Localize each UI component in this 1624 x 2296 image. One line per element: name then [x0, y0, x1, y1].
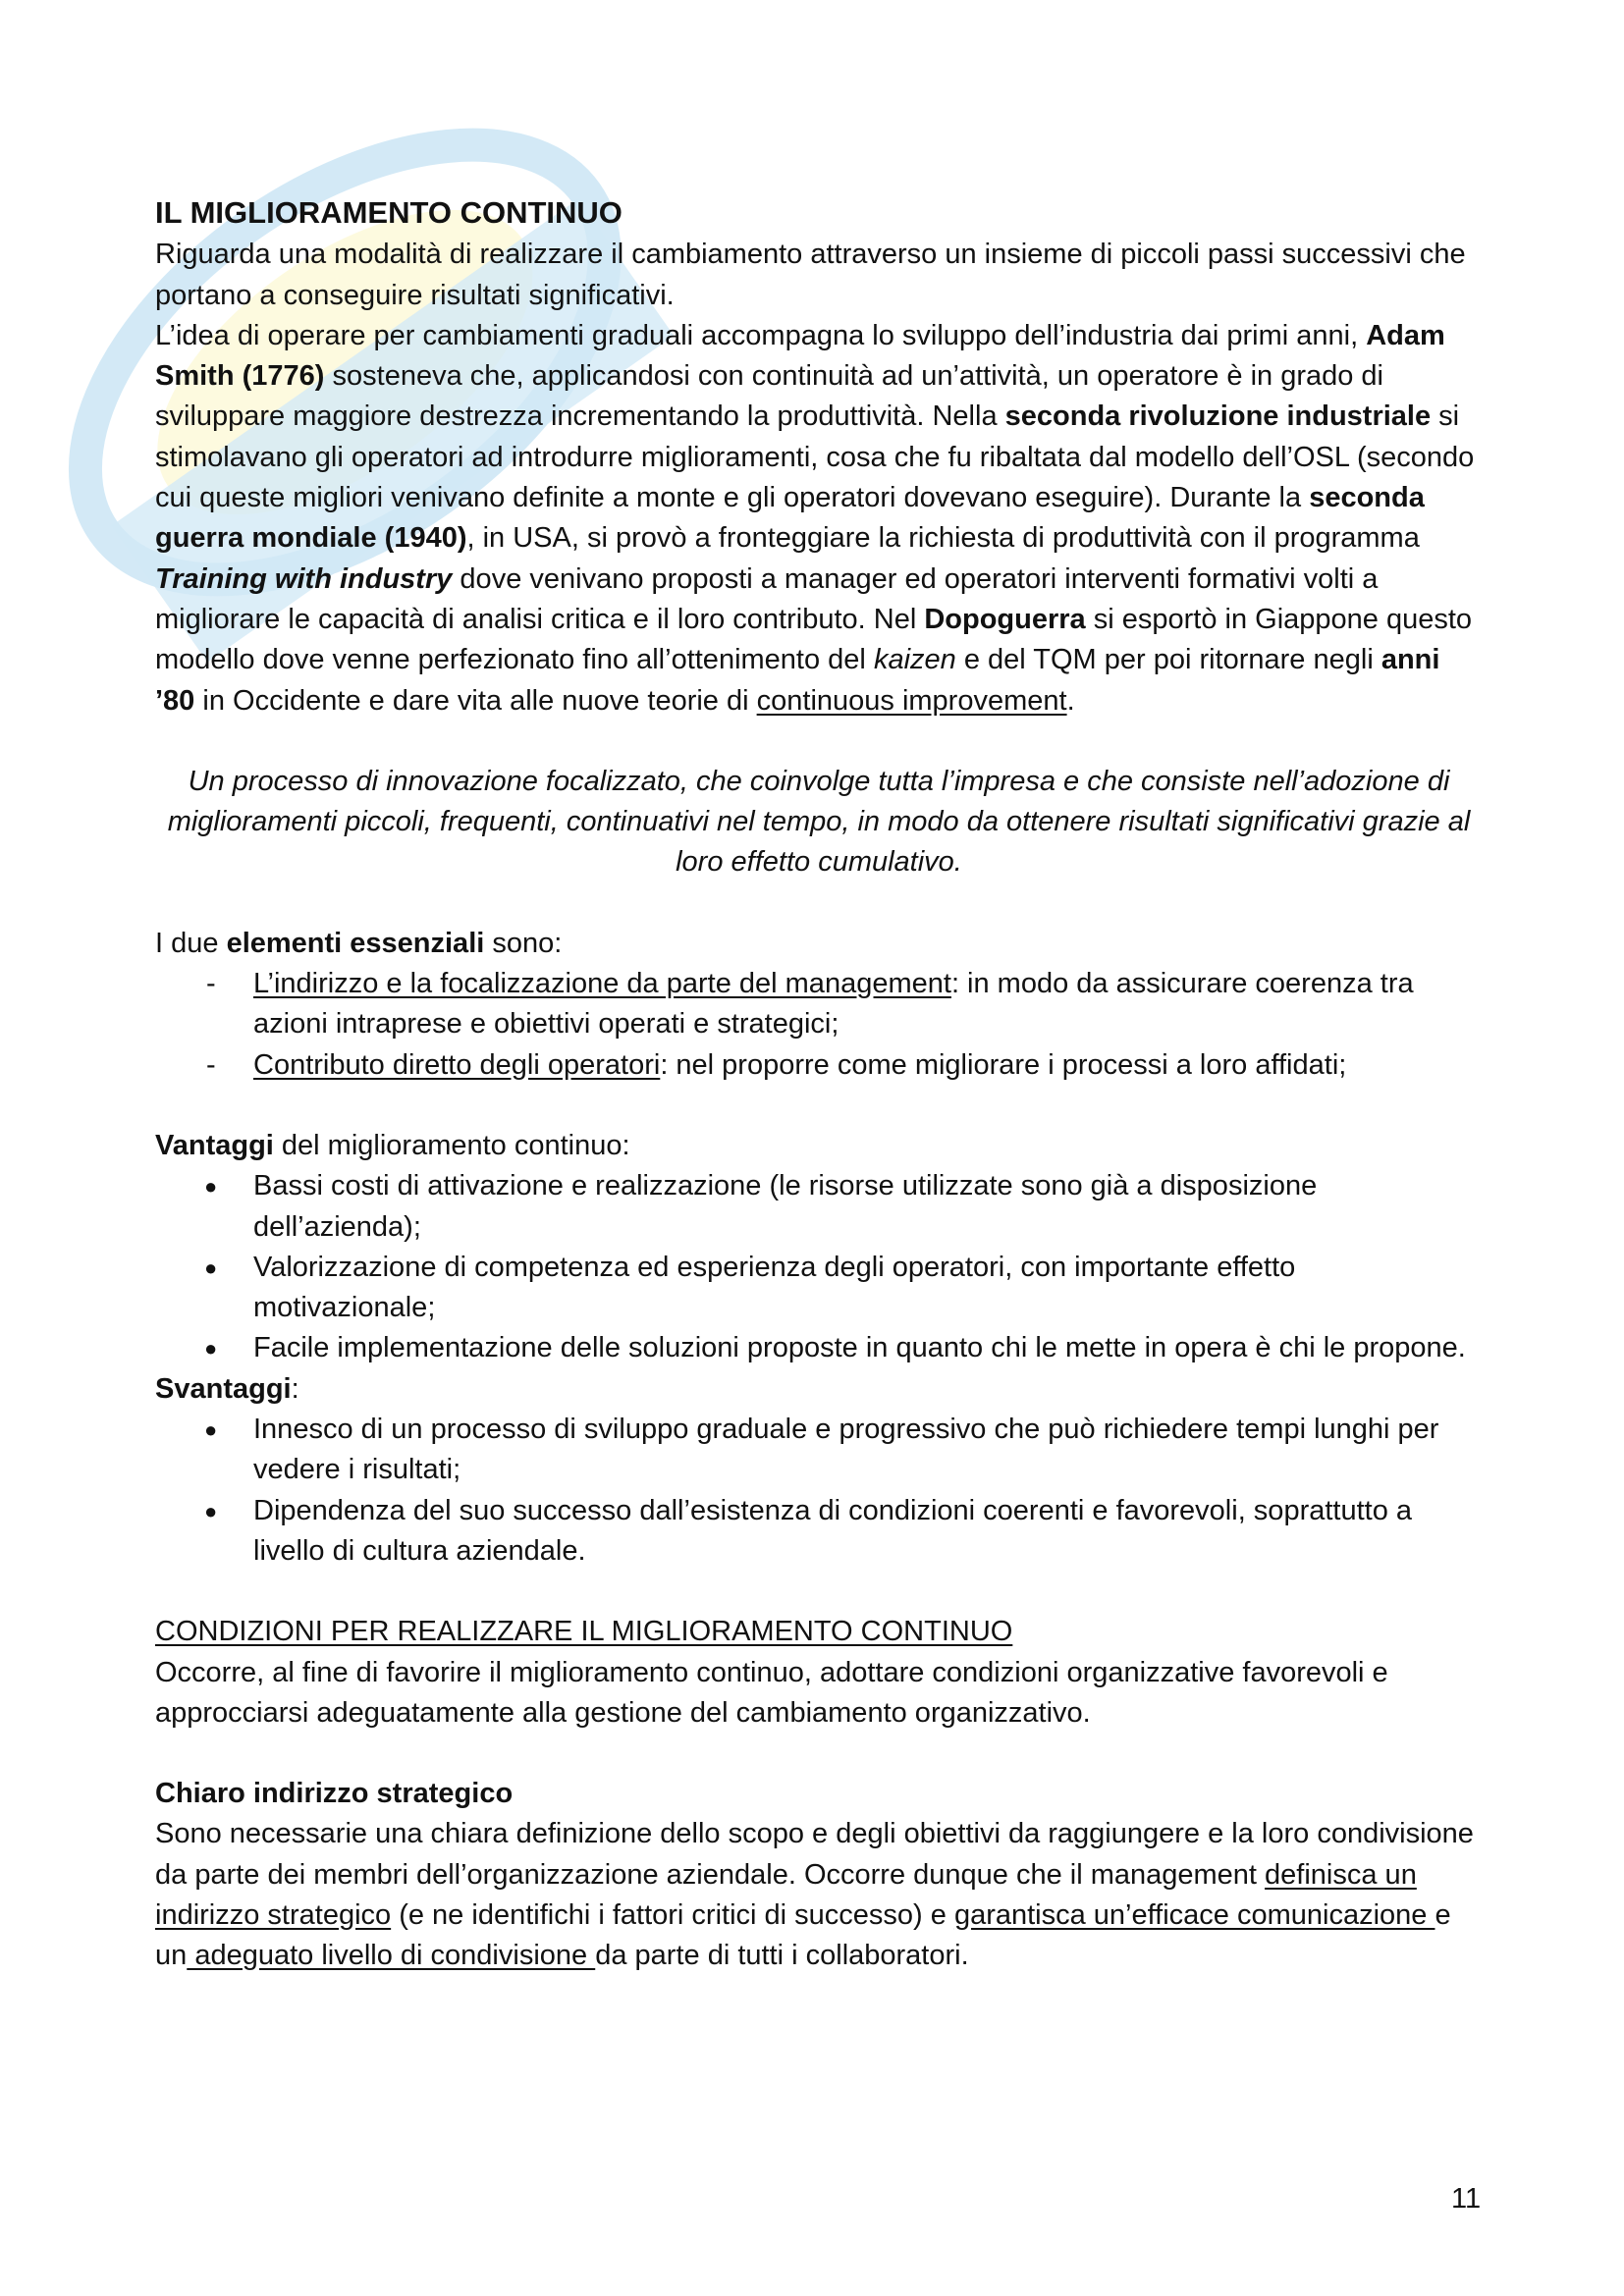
list-item: ● Bassi costi di attivazione e realizzazione (le risorse utilizzate sono già a disposizione dell’azienda);: [155, 1166, 1483, 1248]
vantaggi-heading: Vantaggi del miglioramento continuo:: [155, 1129, 630, 1161]
page-number: 11: [1451, 2183, 1482, 2215]
definition-quote: Un processo di innovazione focalizzato, che coinvolge tutta l’impresa e che consiste nell’adozione di miglioramenti piccoli, frequenti, continuativi nel tempo, in modo da ottenere risultati significativi grazie al loro effetto cumulativo.: [167, 765, 1471, 879]
bullet-icon: ●: [204, 1417, 218, 1443]
svantaggi-heading: Svantaggi:: [155, 1372, 299, 1405]
condizioni-heading: CONDIZIONI PER REALIZZARE IL MIGLIORAMENTO CONTINUO: [155, 1616, 1013, 1648]
bullet-icon: ●: [204, 1498, 218, 1523]
list-item: - Contributo diretto degli operatori: nel proporre come migliorare i processi a loro affidati;: [206, 1048, 1347, 1081]
list-item: ● Dipendenza del suo successo dall’esistenza di condizioni coerenti e favorevoli, soprattutto a livello di cultura aziendale.: [155, 1491, 1483, 1573]
list-item: ● Innesco di un processo di sviluppo graduale e progressivo che può richiedere tempi lunghi per vedere i risultati;: [155, 1410, 1483, 1491]
list-item: ● Valorizzazione di competenza ed esperienza degli operatori, con importante effetto motivazionale;: [155, 1248, 1483, 1329]
elements-list: [155, 964, 1483, 1086]
elements-lead: I due elementi essenziali sono:: [155, 927, 563, 959]
vantaggi-list: [155, 1166, 1483, 1368]
indirizzo-heading: Chiaro indirizzo strategico: [155, 1778, 514, 1810]
bullet-icon: ●: [204, 1255, 218, 1280]
bullet-icon: ●: [204, 1174, 218, 1200]
intro-paragraph-1: Riguarda una modalità di realizzare il cambiamento attraverso un insieme di piccoli passi successivi che portano a conseguire risultati significativi.: [155, 239, 1466, 311]
list-item: - L’indirizzo e la focalizzazione da parte del management: in modo da assicurare coerenza tra azioni intraprese e obiettivi operati e strategici;: [206, 968, 1414, 1041]
svantaggi-list: [155, 1410, 1483, 1572]
condizioni-text: Occorre, al fine di favorire il miglioramento continuo, adottare condizioni organizzative favorevoli e approcciarsi adeguatamente alla gestione del cambiamento organizzativo.: [155, 1656, 1388, 1729]
page-title: IL MIGLIORAMENTO CONTINUO: [155, 195, 623, 230]
document-page: [155, 192, 1483, 1977]
intro-paragraph-2: L’idea di operare per cambiamenti graduali accompagna lo sviluppo dell’industria dai primi anni, Adam Smith (1776) sosteneva che, applicandosi con continuità ad un’attività, un operatore è in grado di sviluppare maggiore destrezza incrementando la produttività. Nella seconda rivoluzione industriale si stimolavano gli operatori ad introdurre miglioramenti, cosa che fu ribaltata dal modello dell’OSL (secondo cui queste migliori venivano definite a monte e gli operatori dovevano eseguire). Durante la seconda guerra mondiale (1940), in USA, si provò a fronteggiare la richiesta di produttività con il programma Training with industry dove venivano proposti a manager ed operatori interventi formativi volti a migliorare le capacità di analisi critica e il loro contributo. Nel Dopoguerra si esportò in Giappone questo modello dove venne perfezionato fino all’ottenimento del kaizen e del TQM per poi ritornare negli anni ’80 in Occidente e dare vita alle nuove teorie di continuous improvement.: [155, 319, 1475, 717]
bullet-icon: ●: [204, 1336, 218, 1362]
list-item: ● Facile implementazione delle soluzioni proposte in quanto chi le mette in opera è chi le propone.: [155, 1328, 1483, 1368]
indirizzo-text: Sono necessarie una chiara definizione dello scopo e degli obiettivi da raggiungere e la loro condivisione da parte dei membri dell’organizzazione aziendale. Occorre dunque che il management definisca un indirizzo strategico (e ne identifichi i fattori critici di successo) e garantisca un’efficace comunicazione e un adeguato livello di condivisione da parte di tutti i collaboratori.: [155, 1818, 1474, 1972]
